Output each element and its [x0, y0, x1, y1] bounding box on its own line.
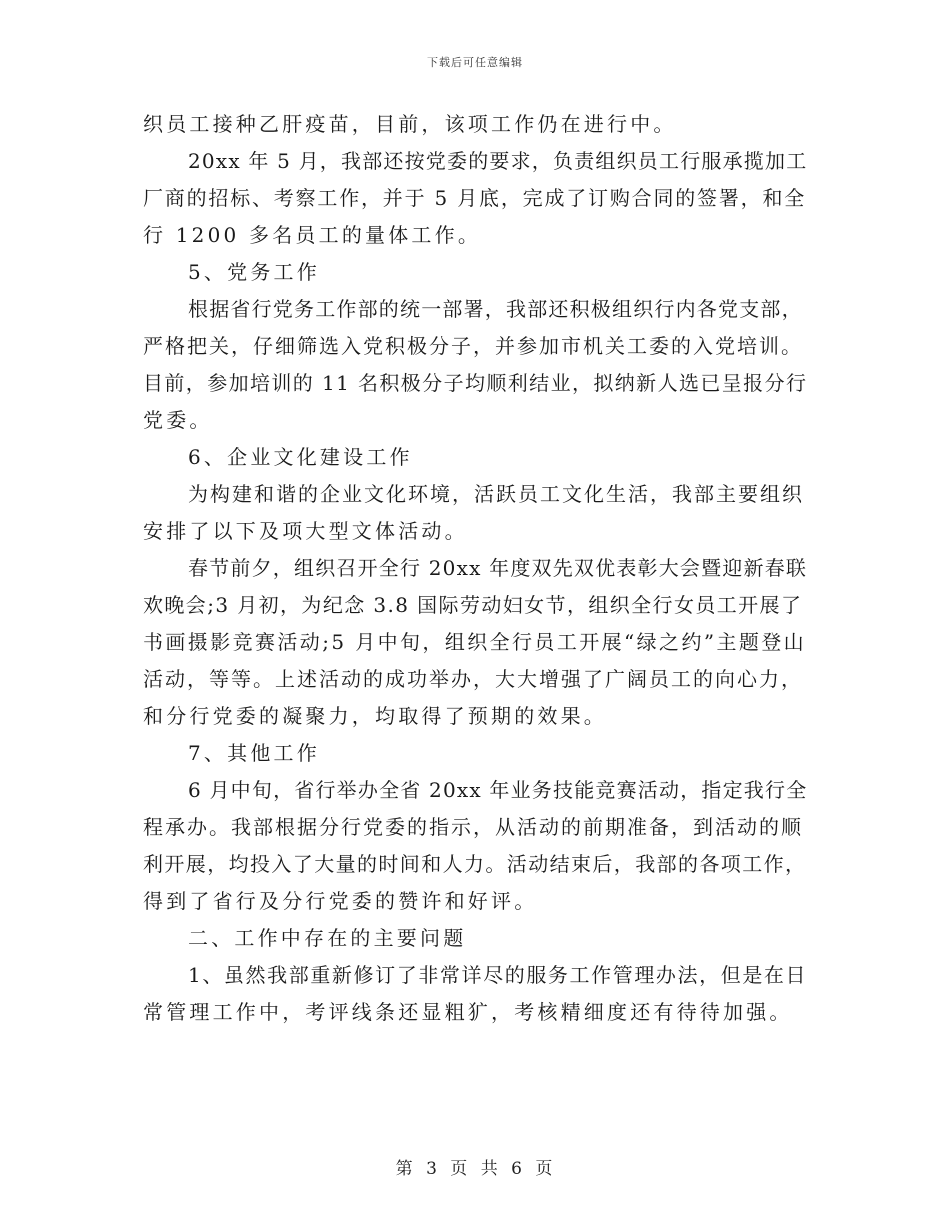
text-line: 利开展，均投入了大量的时间和人力。活动结束后，我部的各项工作， — [143, 852, 807, 876]
text-line: 党委。 — [143, 408, 213, 432]
text-line: 二、工作中存在的主要问题 — [188, 926, 467, 950]
text-line: 1、虽然我部重新修订了非常详尽的服务工作管理办法，但是在日 — [188, 963, 808, 987]
text-line: 书画摄影竞赛活动;5 月中旬，组织全行员工开展“绿之约”主题登山 — [143, 630, 807, 654]
text-line: 厂商的招标、考察工作，并于 5 月底，完成了订购合同的签署，和全 — [143, 186, 807, 210]
text-line: 根据省行党务工作部的统一部署，我部还积极组织行内各党支部， — [188, 297, 803, 321]
text-line: 春节前夕，组织召开全行 20xx 年度双先双优表彰大会暨迎新春联 — [188, 556, 808, 580]
text-line: 活动，等等。上述活动的成功举办，大大增强了广阔员工的向心力， — [143, 667, 803, 691]
page-header: 下载后可任意编辑 — [427, 56, 523, 69]
text-line: 20xx 年 5 月，我部还按党委的要求，负责组织员工行服承揽加工 — [188, 149, 808, 173]
text-line: 和分行党委的凝聚力，均取得了预期的效果。 — [143, 704, 607, 728]
text-line: 程承办。我部根据分行党委的指示，从活动的前期准备，到活动的顺 — [143, 815, 803, 839]
text-line: 为构建和谐的企业文化环境，活跃员工文化生活，我部主要组织 — [188, 482, 804, 506]
page-number-footer: 第 3 页 共 6 页 — [395, 1159, 555, 1179]
document-body — [143, 106, 807, 1031]
text-line: 欢晚会;3 月初，为纪念 3.8 国际劳动妇女节，组织全行女员工开展了 — [143, 593, 803, 617]
text-line: 6、企业文化建设工作 — [188, 445, 413, 469]
text-line: 得到了省行及分行党委的赞许和好评。 — [143, 889, 538, 913]
text-line: 严格把关，仔细筛选入党积极分子，并参加市机关工委的入党培训。 — [143, 334, 803, 358]
text-line: 安排了以下及项大型文体活动。 — [143, 519, 468, 543]
text-line: 织员工接种乙肝疫苗，目前，该项工作仍在进行中。 — [143, 112, 677, 136]
text-line: 常管理工作中，考评线条还显粗犷，考核精细度还有待待加强。 — [143, 1000, 793, 1024]
text-line: 5、党务工作 — [188, 260, 320, 284]
text-line: 7、其他工作 — [188, 741, 320, 765]
text-line: 6 月中旬，省行举办全省 20xx 年业务技能竞赛活动，指定我行全 — [188, 778, 808, 802]
text-line: 目前，参加培训的 11 名积极分子均顺利结业，拟纳新人选已呈报分行 — [143, 371, 808, 395]
text-line: 行 1200 多名员工的量体工作。 — [143, 223, 482, 247]
